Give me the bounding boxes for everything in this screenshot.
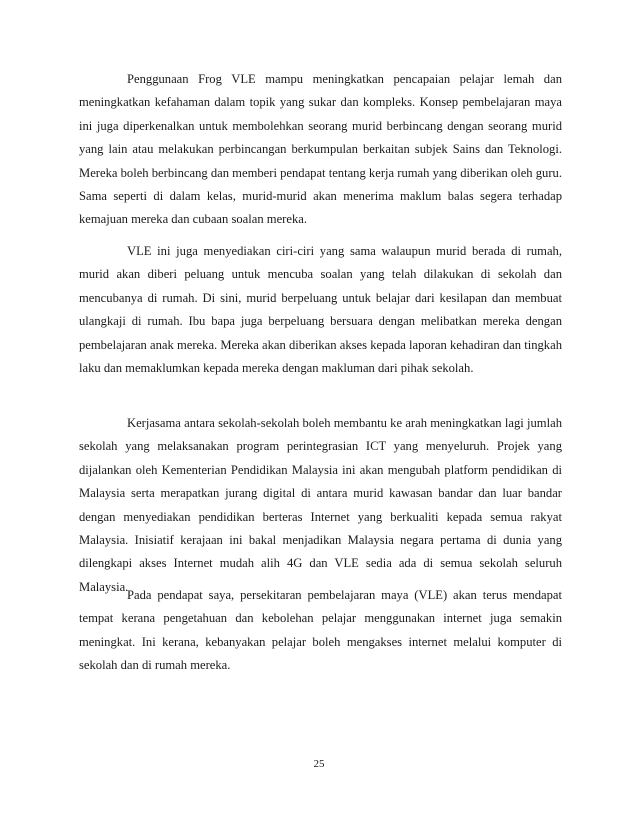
paragraph-frog-vle: Penggunaan Frog VLE mampu meningkatkan pencapaian pelajar lemah dan meningkatkan kefahaman dalam topik yang sukar dan kompleks. Konsep pembelajaran maya ini juga diperkenalkan untuk membolehkan seorang murid berbincang dengan seorang murid yang lain atau melakukan perbincangan berkumpulan berkaitan subjek Sains dan Teknologi. Mereka boleh berbincang dan memberi pendapat tentang kerja rumah yang diberikan oleh guru. Sama seperti di dalam kelas, murid-murid akan menerima maklum balas segera terhadap kemajuan mereka dan cubaan soalan mereka. [79,72,562,227]
paragraph-school-cooperation: Kerjasama antara sekolah-sekolah boleh membantu ke arah meningkatkan lagi jumlah sekolah yang melaksanakan program perintegrasian ICT yang menyeluruh. Projek yang dijalankan oleh Kementerian Pendidikan Malaysia ini akan mengubah platform pendidikan di Malaysia serta merapatkan jurang digital di antara murid kawasan bandar dan luar bandar dengan menyediakan pendidikan berteras Internet yang berkualiti kepada semua rakyat Malaysia. Inisiatif kerajaan ini bakal menjadikan Malaysia negara pertama di dunia yang dilengkapi akses Internet mudah alih 4G dan VLE sedia ada di semua sekolah seluruh Malaysia. [79,416,562,594]
paragraph-opinion: Pada pendapat saya, persekitaran pembelajaran maya (VLE) akan terus mendapat tempat kerana pengetahuan dan kebolehan pelajar menggunakan internet juga semakin meningkat. Ini kerana, kebanyakan pelajar boleh mengakses internet melalui komputer di sekolah dan di rumah mereka. [79,588,562,673]
paragraph-vle-features: VLE ini juga menyediakan ciri-ciri yang sama walaupun murid berada di rumah, murid akan diberi peluang untuk mencuba soalan yang telah dilakukan di sekolah dan mencubanya di rumah. Di sini, murid berpeluang untuk belajar dari kesilapan dan membuat ulangkaji di rumah. Ibu bapa juga berpeluang bersuara dengan melibatkan mereka dengan pembelajaran anak mereka. Mereka akan diberikan akses kepada laporan kehadiran dan tingkah laku dan memaklumkan kepada mereka dengan makluman dari pihak sekolah. [79,244,562,376]
page-number: 25 [313,758,325,770]
